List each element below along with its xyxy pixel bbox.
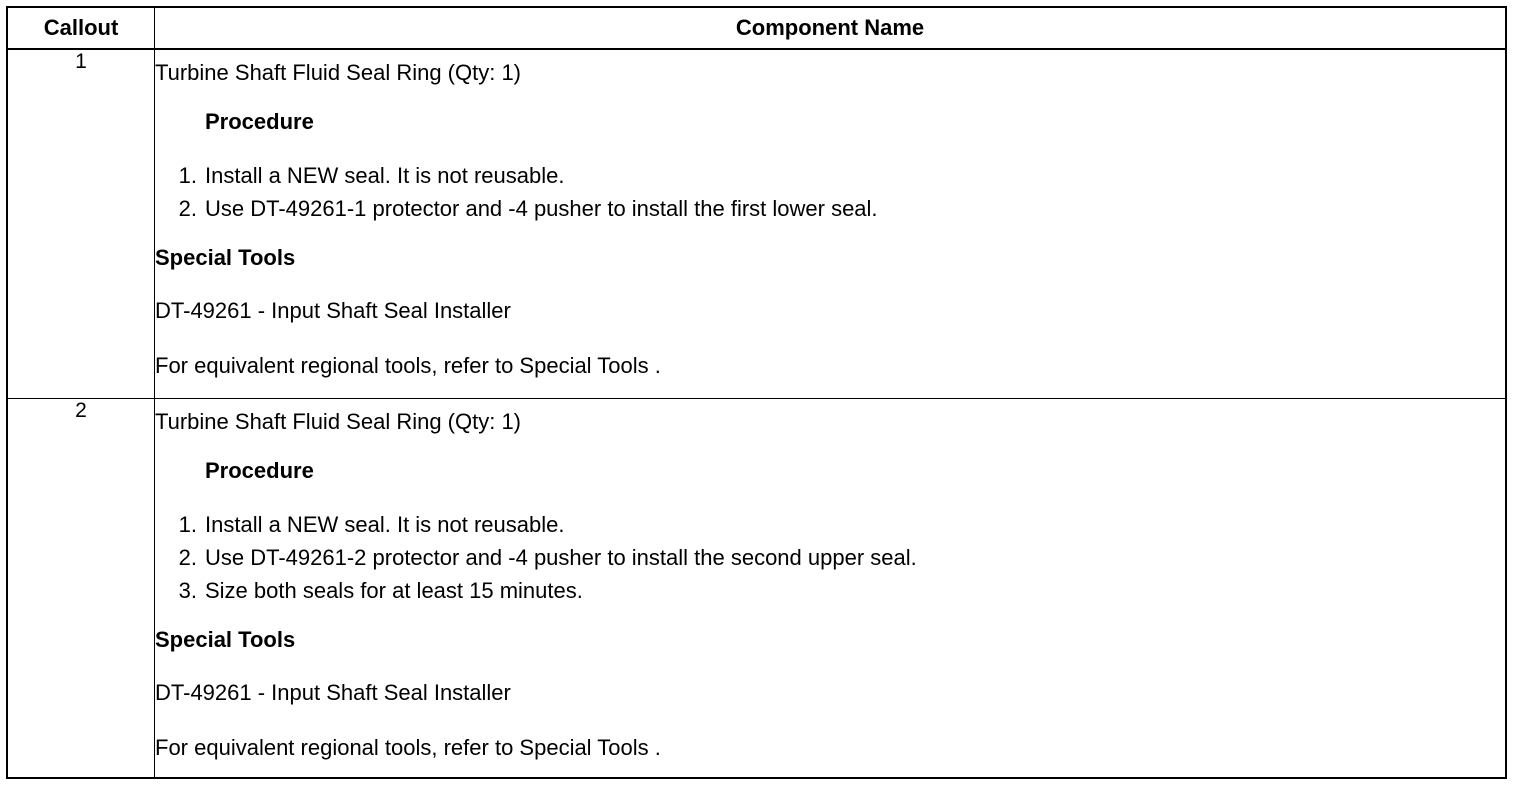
procedure-step: Use DT-49261-2 protector and -4 pusher to install the second upper seal. xyxy=(205,544,917,570)
callout-number: 1 xyxy=(7,49,155,399)
table-header-row xyxy=(7,7,1506,49)
procedure-steps xyxy=(155,508,1505,607)
procedure-step: Install a NEW seal. It is not reusable. xyxy=(205,162,565,188)
component-table xyxy=(6,6,1507,779)
tool-name: DT-49261 - Input Shaft Seal Installer xyxy=(155,298,511,324)
procedure-step: Use DT-49261-1 protector and -4 pusher to install the first lower seal. xyxy=(205,195,878,221)
regional-tools-note: For equivalent regional tools, refer to Special Tools . xyxy=(155,734,661,760)
part-name: Turbine Shaft Fluid Seal Ring (Qty: 1) xyxy=(155,60,522,85)
special-tools-heading: Special Tools xyxy=(155,244,296,270)
regional-tools-note: For equivalent regional tools, refer to Special Tools . xyxy=(155,352,661,378)
component-details xyxy=(155,399,1507,779)
column-header-component-name: Component Name xyxy=(155,7,1507,49)
callout-number: 2 xyxy=(7,399,155,779)
table-row xyxy=(7,49,1506,399)
component-details xyxy=(155,49,1507,399)
procedure-heading: Procedure xyxy=(205,458,314,484)
procedure-heading: Procedure xyxy=(205,109,314,135)
part-name: Turbine Shaft Fluid Seal Ring (Qty: 1) xyxy=(155,409,522,434)
tool-name: DT-49261 - Input Shaft Seal Installer xyxy=(155,680,511,706)
table-row xyxy=(7,399,1506,779)
special-tools-heading: Special Tools xyxy=(155,626,296,652)
column-header-callout: Callout xyxy=(7,7,155,49)
procedure-step: Size both seals for at least 15 minutes. xyxy=(205,577,583,603)
procedure-steps xyxy=(155,159,1505,225)
procedure-step: Install a NEW seal. It is not reusable. xyxy=(205,511,565,537)
